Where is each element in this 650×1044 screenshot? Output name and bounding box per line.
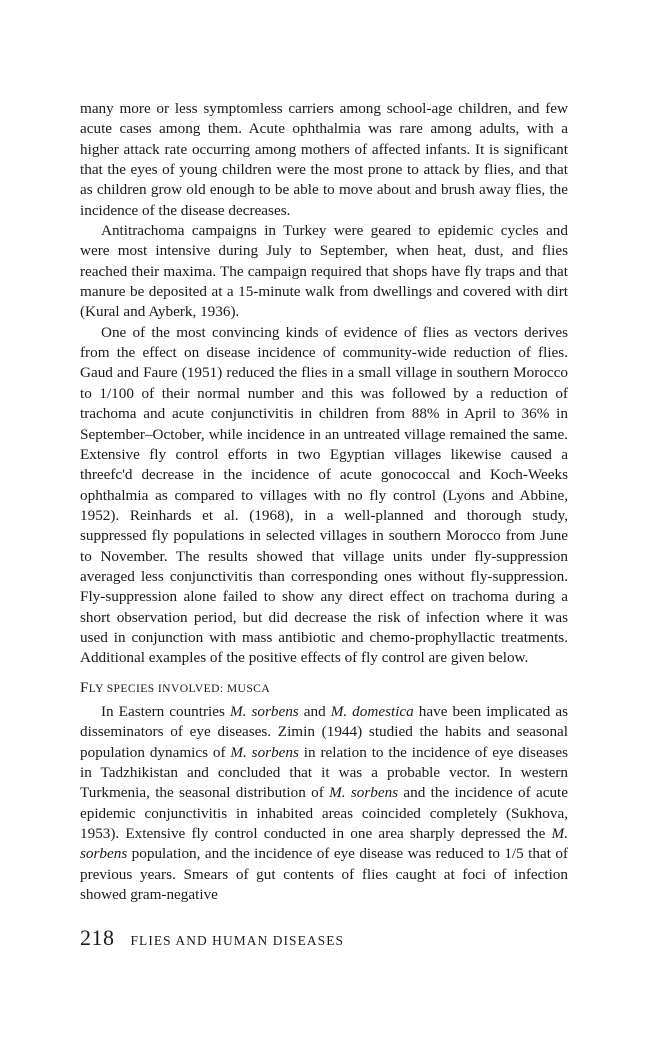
body-text xyxy=(80,99,568,905)
text-run: population, and the incidence of eye disease was reduced to 1/5 that of previous years. Smears of gut contents of flies caught at foci of infection showed gram-negative xyxy=(80,845,568,904)
species-name: M. sorbens xyxy=(229,702,299,720)
page-footer xyxy=(80,925,568,951)
species-name: M. domestica xyxy=(330,702,414,720)
running-title: FLIES AND HUMAN DISEASES xyxy=(130,933,345,948)
section-heading xyxy=(80,678,568,699)
text-run: have been implicated as disseminators of eye diseases. Zimin (1944) studied the habits and seasonal population dynamics of xyxy=(80,702,568,761)
section-heading-initial: F xyxy=(80,678,89,696)
paragraph-4 xyxy=(80,702,568,905)
paragraph-2 xyxy=(80,221,568,323)
paragraph-1 xyxy=(80,99,568,221)
section-heading-text: LY SPECIES INVOLVED: MUSCA xyxy=(88,681,271,695)
paragraph-3 xyxy=(80,323,568,669)
species-name: M. sorbens xyxy=(230,743,299,761)
text-run: One of the most convincing kinds of evidence of flies as vectors derives from the effect on disease incidence of community-wide reduction of flies. Gaud and Faure (1951) reduced the flies in a small village in southern Morocco to 1/100 of their normal number and this was followed by a reduction of trachoma and acute conjunctivitis in children from 88% in April to 36% in September–October, while incidence in an untreated village remained the same. Extensive fly control efforts in two Egyptian villages likewise caused a threefc'd decrease in the incidence of acute gonococcal and Koch-Weeks ophthalmia as compared to villages with no fly control (Lyons and Abbine, 1952). Reinhards et al. (1968), in a well-planned and thorough study, suppressed fly populations in selected villages in southern Morocco from June to November. The results showed that village units under fly-suppression averaged less conjunctivitis than corresponding ones without fly-suppression. Fly-suppression alone failed to show any direct effect on trachoma during a short observation period, but did decrease the risk of infection where it was used in conjunction with mass antibiotic and chemo-prophyllactic treatments. Additional examples of the positive effects of fly control are given below. xyxy=(80,323,568,667)
text-run: in relation to the incidence of eye diseases in Tadzhikistan and concluded that it was a probable vector. In western Turkmenia, the seasonal distribution of xyxy=(80,743,568,802)
page-number: 218 xyxy=(80,925,115,950)
text-run: Antitrachoma campaigns in Turkey were geared to epidemic cycles and were most intensive during July to September, when heat, dust, and flies reached their maxima. The campaign required that shops have fly traps and that manure be deposited at a 15-minute walk from dwellings and covered with dirt (Kural and Ayberk, 1936). xyxy=(80,222,568,321)
species-name: M. sorbens xyxy=(80,825,568,863)
text-run: In Eastern countries xyxy=(101,702,230,720)
text-run: many more or less symptomless carriers among school-age children, and few acute cases among them. Acute ophthalmia was rare among adults, with a higher attack rate occurring among mothers of affected infants. It is significant that the eyes of young children were the most prone to attack by flies, and that as children grow old enough to be able to move about and brush away flies, the incidence of the disease decreases. xyxy=(80,100,568,219)
species-name: M. sorbens xyxy=(329,784,399,802)
text-run: and the incidence of acute epidemic conjunctivitis in inhabited areas coincided completely (Sukhova, 1953). Extensive fly control conducted in one area sharply depressed the xyxy=(80,784,568,843)
text-run: and xyxy=(298,702,331,720)
